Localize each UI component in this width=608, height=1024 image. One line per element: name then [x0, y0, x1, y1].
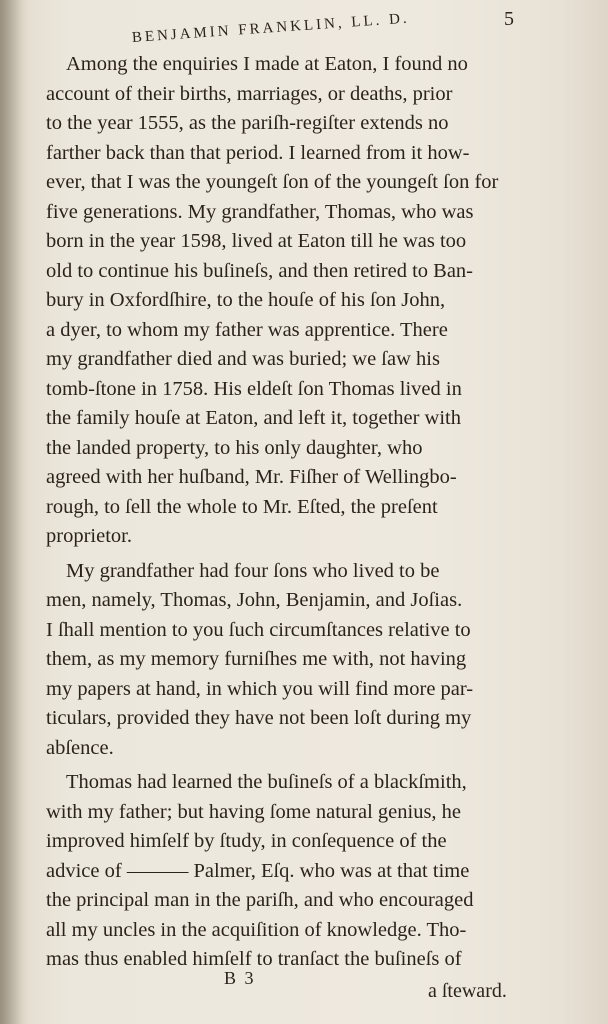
text-line: Among the enquiries I made at Eaton, I found no [66, 53, 468, 75]
text-line: bury in Oxfordſhire, to the houſe of his ſon John, [46, 289, 446, 311]
text-line: the landed property, to his only daughter, who [46, 436, 423, 459]
text-line: farther back than that period. I learned from it how- [46, 141, 470, 164]
text-line: them, as my memory furniſhes me with, not having [46, 648, 467, 670]
text-line: proprietor. [46, 525, 132, 547]
text-line: ticulars, provided they have not been loſt during my [46, 707, 472, 729]
text-line: I ſhall mention to you ſuch circumſtances relative to [46, 618, 471, 641]
text-line: abſence. [46, 736, 114, 759]
spine-shadow [0, 0, 22, 1024]
text-line: to the year 1555, as the pariſh-regiſter extends no [46, 112, 449, 134]
text-line: rough, to ſell the whole to Mr. Eſted, the preſent [46, 495, 438, 518]
running-head: BENJAMIN FRANKLIN, LL. D. [131, 10, 411, 46]
text-line: a dyer, to whom my father was apprentice. There [46, 318, 448, 341]
text-line: my papers at hand, in which you will find more par- [46, 677, 474, 700]
text-line: men, namely, Thomas, John, Benjamin, and Joſias. [46, 589, 463, 611]
text-line: with my father; but having ſome natural genius, he [46, 800, 462, 823]
signature-mark: B 3 [224, 968, 256, 988]
text-line: account of their births, marriages, or deaths, prior [46, 82, 453, 105]
text-line: improved himſelf by ſtudy, in conſequence of the [46, 830, 447, 852]
text-line: tomb-ſtone in 1758. His eldeſt ſon Thomas lived in [46, 377, 462, 400]
body-text [46, 50, 532, 975]
text-line: all my uncles in the acquiſition of knowledge. Tho- [46, 918, 467, 941]
text-line: agreed with her huſband, Mr. Fiſher of Wellingbo- [46, 466, 457, 488]
page-header [0, 8, 608, 48]
text-line: My grandfather had four ſons who lived to be [66, 559, 440, 582]
text-line: Thomas had learned the buſineſs of a blackſmith, [66, 771, 467, 793]
text-line: old to continue his buſineſs, and then retired to Ban- [46, 259, 473, 282]
text-line: advice of ——— Palmer, Eſq. who was at that time [46, 859, 470, 882]
text-line: born in the year 1598, lived at Eaton till he was too [46, 230, 467, 252]
text-line: ever, that I was the youngeſt ſon of the youngeſt ſon for [46, 171, 499, 193]
catchword: a ſteward. [428, 980, 507, 1002]
text-line: mas thus enabled himſelf to tranſact the buſineſs of [46, 948, 462, 970]
page-footer [0, 960, 608, 1010]
text-line: my grandfather died and was buried; we ſaw his [46, 348, 440, 370]
page-number: 5 [504, 8, 514, 30]
text-line: the family houſe at Eaton, and left it, together with [46, 407, 462, 429]
text-line: five generations. My grandfather, Thomas, who was [46, 200, 474, 223]
text-line: the principal man in the pariſh, and who encouraged [46, 889, 474, 911]
